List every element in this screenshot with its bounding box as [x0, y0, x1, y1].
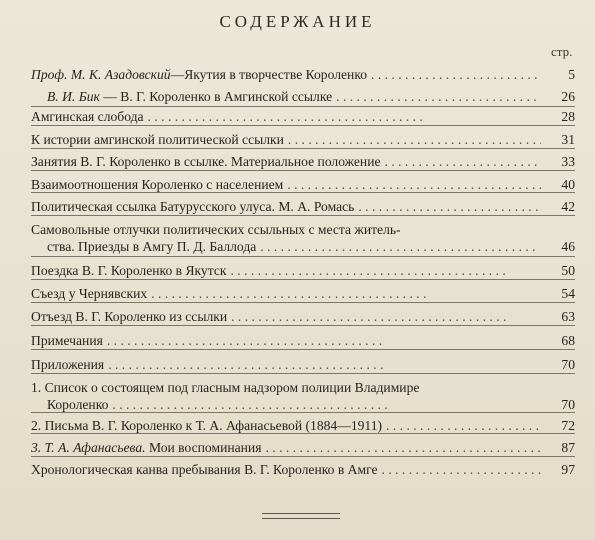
toc-entry-page: 72 [561, 418, 575, 433]
toc-entry-title: Амгинская слобода [31, 109, 144, 124]
toc-entry-author: В. И. Бик [47, 89, 100, 104]
toc-entry [31, 170, 575, 193]
toc-entry-page: 54 [561, 286, 575, 301]
toc-entry-page: 40 [561, 177, 575, 192]
dot-leader [108, 356, 541, 373]
dot-leader [151, 285, 541, 302]
toc-entry-title: Политическая ссылка Батурусского улуса. М. А. Ромась [31, 199, 355, 214]
toc-entry [31, 279, 575, 302]
dot-leader [288, 131, 541, 148]
dot-leader [358, 198, 541, 215]
toc-entry-title: Взаимоотношения Короленко с населением [31, 177, 284, 192]
toc-entry [31, 256, 575, 279]
toc-entry [31, 456, 575, 478]
dot-leader [107, 332, 541, 349]
toc-entry-title-line1: Самовольные отлучки политических ссыльных с места житель- [31, 222, 401, 237]
toc-entry-page: 63 [561, 309, 575, 324]
toc-entry [31, 148, 575, 170]
toc-entry [31, 66, 575, 83]
toc-entry-title: 2. Письма В. Г. Короленко к Т. А. Афанасьевой (1884—1911) [31, 418, 383, 433]
toc-entry-title: Отъезд В. Г. Короленко из ссылки [31, 309, 228, 324]
toc-entry-author: 3. Т. А. Афанасьева. [31, 440, 146, 455]
dot-leader [287, 176, 541, 193]
toc-entry [31, 325, 575, 349]
dot-leader [382, 461, 541, 478]
toc-entry-page: 50 [561, 263, 575, 278]
toc-entry-page: 31 [561, 132, 575, 147]
toc-entry [47, 88, 575, 105]
toc-entry-page: 5 [568, 67, 575, 82]
dot-leader [112, 396, 541, 413]
toc-entry-page: 33 [561, 154, 575, 169]
toc-entry-page: 97 [561, 462, 575, 477]
toc-entry-title: Съезд у Чернявских [31, 286, 148, 301]
toc-entry-title: Поездка В. Г. Короленко в Якутск [31, 263, 227, 278]
toc-entry-page: 46 [561, 239, 575, 254]
dot-leader [386, 417, 541, 434]
toc-entry-title: — В. Г. Короленко в Амгинской ссылке [99, 89, 333, 104]
toc-entry [31, 349, 575, 373]
dot-leader [148, 108, 541, 125]
toc-entry-title-line2: ства. Приезды в Амгу П. Д. Баллода [47, 239, 257, 254]
dot-leader [230, 262, 541, 279]
toc-entry [31, 433, 575, 456]
toc-entry [31, 192, 575, 215]
toc-entry-page: 70 [561, 397, 575, 412]
toc-entry [31, 373, 575, 413]
dot-leader [371, 66, 541, 83]
toc-entry-author: Проф. М. К. Азадовский [31, 67, 171, 82]
toc-entry-title: Хронологическая канва пребывания В. Г. Короленко в Амге [31, 462, 378, 477]
toc-entry-page: 28 [561, 109, 575, 124]
toc-entry-page: 42 [561, 199, 575, 214]
toc-entry-title-line2: Короленко [47, 397, 109, 412]
ornament-rule [262, 513, 340, 514]
toc-entry-page: 87 [561, 440, 575, 455]
toc-entry [31, 106, 575, 125]
dot-leader [336, 88, 541, 105]
toc-entry-title: Примечания [31, 333, 103, 348]
dot-leader [260, 238, 541, 255]
toc-entry-page: 68 [561, 333, 575, 348]
toc-entry-title: Приложения [31, 357, 105, 372]
toc-entry-page: 26 [561, 89, 575, 104]
toc-entry [31, 215, 575, 255]
dot-leader [231, 308, 541, 325]
page-column-label: стр. [551, 44, 573, 59]
toc-entry-title: —Якутия в творчестве Короленко [170, 67, 368, 82]
toc-entry [31, 125, 575, 148]
dot-leader [265, 439, 541, 456]
dot-leader [385, 153, 541, 170]
toc-entry-title: К истории амгинской политической ссылки [31, 132, 284, 147]
toc-entry [31, 302, 575, 325]
toc-entry-title: Занятия В. Г. Короленко в ссылке. Материальное положение [31, 154, 381, 169]
toc-entry-title: Мои воспоминания [145, 440, 262, 455]
page-title: СОДЕРЖАНИЕ [219, 12, 376, 31]
toc-entry [31, 412, 575, 434]
toc-entry-title-line1: 1. Список о состоящем под гласным надзором полиции Владимире [31, 380, 420, 395]
toc-entry-page: 70 [561, 357, 575, 372]
ornament-rule [262, 518, 340, 519]
